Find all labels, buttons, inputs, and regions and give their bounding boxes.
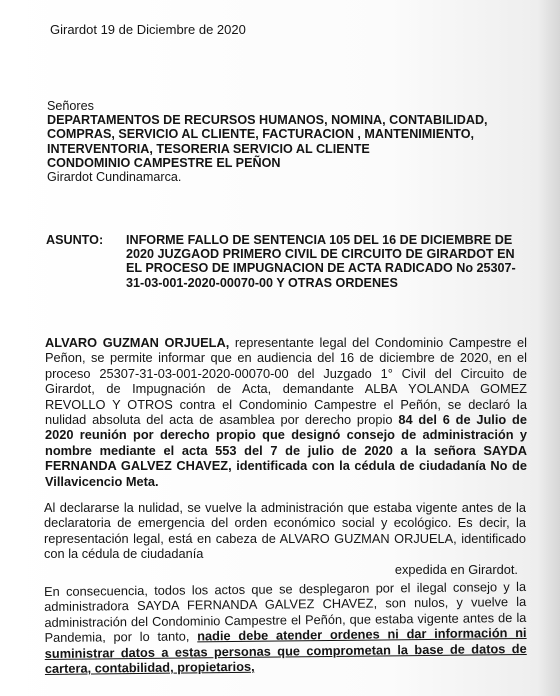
- paragraph-nullity: [44, 500, 526, 577]
- paragraph-ruling-text-2: contra el Condominio Campestre el Peñón, se declaró la nulidad absoluta del acta de asamblea por derecho propio: [45, 396, 527, 428]
- recipient-condominium: CONDOMINIO CAMPESTRE EL PEÑON: [47, 155, 281, 170]
- paragraph-ruling-text-1: representante legal del Condominio Campestre el Peñon, se permite informar que en audiencia del 16 de diciembre de 2020, en el proceso 25307-31-03-001-2020-00070-00 del Juzgado 1° Civil del Circuito de Girardot, de Impugnación de Acta, demandante: [45, 335, 527, 397]
- paragraph-nullity-text: Al declararse la nulidad, se vuelve la administración que estaba vigente antes de la declaratoria de emergencia del orden económico social y ecológico. Es decir, la representación legal, está en cabeza de ALVARO GUZMAN ORJUELA, identificado con la cédula de ciudadanía: [44, 500, 526, 562]
- subject-label: ASUNTO:: [46, 233, 104, 247]
- paragraph-consequence-warning: nadie debe atender ordenes ni dar información ni suministrar datos a estas personas que comprometan la base de datos de cartera, contabilidad, propietarios,: [44, 625, 527, 677]
- letter-date: Girardot 19 de Diciembre de 2020: [50, 22, 246, 37]
- salutation: Señores: [47, 99, 94, 113]
- paragraph-ruling-bold: 84 del 6 de Julio de 2020 reunión por derecho propio que designó consejo de administración y nombre mediante el acta 553 del 7 de julio de 2020 a la señora SAYDA FERNANDA GALVEZ CHAVEZ, identificada con la cédula de ciudadanía No de Villavicencio Meta.: [45, 412, 527, 489]
- plaintiff-name: ALBA YOLANDA GOMEZ REVOLLO Y OTROS: [45, 381, 527, 412]
- representative-name: ALVARO GUZMAN ORJUELA,: [45, 335, 230, 350]
- recipient-departments-line-2: COMPRAS, SERVICIO AL CLIENTE, FACTURACION , MANTENIMIENTO,: [47, 127, 475, 142]
- recipient-departments-line-3: INTERVENTORIA, TESORERIA SERVICIO AL CLIENTE: [47, 141, 370, 156]
- paragraph-consequence-text: En consecuencia, todos los actos que se desplegaron por el ilegal consejo y la administradora SAYDA FERNANDA GALVEZ CHAVEZ, son nulos, y vuelve la administración del Condominio Campestre el Peñón, que estaba vigente antes de la Pandemia, por lo tanto,: [44, 578, 527, 646]
- recipient-departments-line-1: DEPARTAMENTOS DE RECURSOS HUMANOS, NOMINA, CONTABILIDAD,: [47, 113, 488, 128]
- subject-text: INFORME FALLO DE SENTENCIA 105 DEL 16 DE DICIEMBRE DE 2020 JUZGAOD PRIMERO CIVIL DE CIRCUITO DE GIRARDOT EN EL PROCESO DE IMPUGNACION DE ACTA RADICADO No 25307-31-03-001-2020-00070-00 Y OTRAS ORDENES: [126, 233, 516, 290]
- paragraph-consequence: [44, 579, 527, 676]
- recipient-city: Girardot Cundinamarca.: [47, 170, 182, 185]
- paragraph-nullity-tail: expedida en Girardot.: [394, 561, 518, 577]
- recipient-block: [47, 99, 547, 184]
- paragraph-ruling: [45, 335, 527, 489]
